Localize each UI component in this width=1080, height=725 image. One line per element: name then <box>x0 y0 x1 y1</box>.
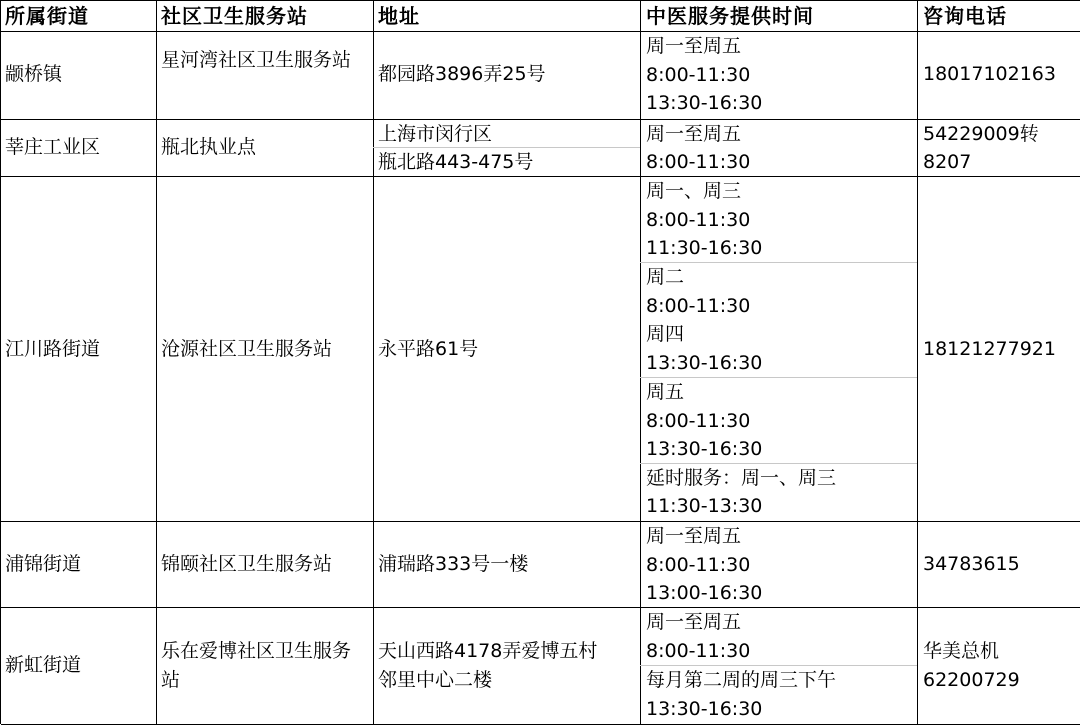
table-row-3-street <box>1 176 157 522</box>
street-name: 新虹街道 <box>5 654 82 676</box>
station-name: 锦颐社区卫生服务站 <box>161 553 333 575</box>
table-row-1-phone <box>917 31 1080 120</box>
time-line: 周一至周五 <box>646 525 742 547</box>
header-label: 地址 <box>378 4 420 28</box>
time-line: 8:00-11:30 <box>646 554 751 576</box>
street-name: 颛桥镇 <box>5 63 63 85</box>
station-name: 瓶北执业点 <box>161 136 257 158</box>
phone-line: 34783615 <box>923 553 1020 575</box>
table-row-2-address <box>373 119 641 177</box>
table-row-5-street <box>1 607 157 725</box>
table-row-1-street <box>1 31 157 120</box>
time-line: 8:00-11:30 <box>646 64 751 86</box>
table-row-1-address <box>373 31 641 120</box>
time-line: 13:30-16:30 <box>646 438 763 460</box>
table-row-4-time <box>640 521 918 608</box>
header-label: 社区卫生服务站 <box>161 4 308 28</box>
time-line: 周一至周五 <box>646 611 742 633</box>
time-line: 8:00-11:30 <box>646 640 751 662</box>
time-line: 8:00-11:30 <box>646 209 751 231</box>
address-line: 上海市闵行区 <box>378 123 493 145</box>
header-cell-station <box>156 1 374 32</box>
address-line: 天山西路4178弄爱博五村 <box>378 640 598 662</box>
phone-line: 华美总机 <box>923 640 1000 662</box>
time-line: 11:30-16:30 <box>646 237 763 259</box>
station-name: 沧源社区卫生服务站 <box>161 338 333 360</box>
table-row-2-street <box>1 119 157 177</box>
table-row-3-phone <box>917 176 1080 522</box>
table-row-1-time <box>640 31 918 120</box>
header-cell-address <box>373 1 641 32</box>
header-cell-street <box>1 1 157 32</box>
phone-line: 18017102163 <box>923 63 1056 85</box>
address-line: 邻里中心二楼 <box>378 669 493 691</box>
table-row-4-phone <box>917 521 1080 608</box>
table-row-5-phone <box>917 607 1080 725</box>
station-name: 乐在爱博社区卫生服务站 <box>161 640 352 691</box>
table-row-2-phone <box>917 119 1080 177</box>
phone-line: 18121277921 <box>923 338 1056 360</box>
table-row-5-time <box>640 607 918 725</box>
phone-line: 8207 <box>923 151 972 173</box>
time-line: 8:00-11:30 <box>646 295 751 317</box>
time-line: 13:30-16:30 <box>646 92 763 114</box>
table-row-4-street <box>1 521 157 608</box>
time-line: 周四 <box>646 323 685 345</box>
time-line: 周一至周五 <box>646 123 742 145</box>
address-line: 都园路3896弄25号 <box>378 63 546 85</box>
time-line: 13:30-16:30 <box>646 352 763 374</box>
phone-line: 62200729 <box>923 669 1020 691</box>
table-row-1-station <box>156 31 374 120</box>
table-row-3-time <box>640 176 918 522</box>
table-row-4-station <box>156 521 374 608</box>
time-line: 周二 <box>646 266 685 288</box>
header-label: 中医服务提供时间 <box>646 4 814 28</box>
time-line: 11:30-13:30 <box>646 495 763 517</box>
street-name: 莘庄工业区 <box>5 136 101 158</box>
station-name: 星河湾社区卫生服务站 <box>161 49 352 71</box>
table-row-3-station <box>156 176 374 522</box>
table-row-2-time <box>640 119 918 177</box>
header-label: 咨询电话 <box>923 4 1007 28</box>
header-label: 所属街道 <box>5 4 89 28</box>
header-cell-phone <box>917 1 1080 32</box>
address-line: 浦瑞路333号一楼 <box>378 553 529 575</box>
time-line: 周五 <box>646 381 685 403</box>
time-line: 周一、周三 <box>646 180 742 202</box>
time-line: 延时服务：周一、周三 <box>646 467 837 489</box>
street-name: 江川路街道 <box>5 338 101 360</box>
table-row-2-station <box>156 119 374 177</box>
time-line: 13:00-16:30 <box>646 582 763 604</box>
address-line: 永平路61号 <box>378 338 479 360</box>
time-line: 每月第二周的周三下午 <box>646 669 837 691</box>
street-name: 浦锦街道 <box>5 553 82 575</box>
table-row-5-address <box>373 607 641 725</box>
time-line: 13:30-16:30 <box>646 698 763 720</box>
time-line: 8:00-11:30 <box>646 151 751 173</box>
table-row-5-station <box>156 607 374 725</box>
address-line: 瓶北路443-475号 <box>378 151 534 173</box>
time-line: 8:00-11:30 <box>646 410 751 432</box>
phone-line: 54229009转 <box>923 123 1039 145</box>
table-row-4-address <box>373 521 641 608</box>
header-cell-time <box>640 1 918 32</box>
time-line: 周一至周五 <box>646 35 742 57</box>
table-row-3-address <box>373 176 641 522</box>
